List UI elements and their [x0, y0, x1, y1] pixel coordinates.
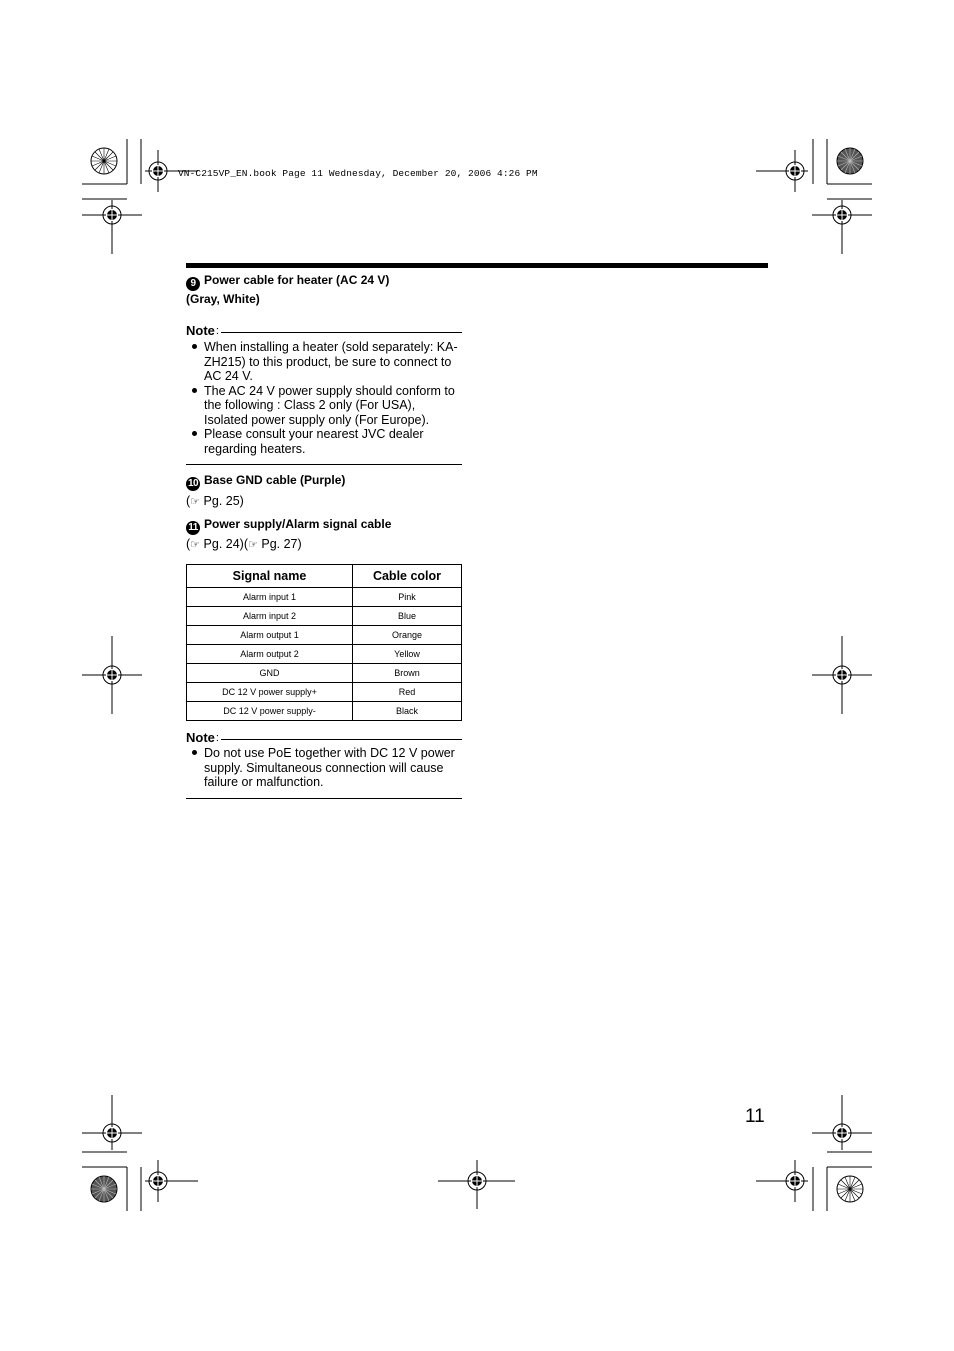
note-label: Note — [186, 730, 215, 745]
table-row — [187, 607, 462, 626]
note-bullet: Please consult your nearest JVC dealer regarding heaters. — [186, 427, 462, 456]
table-row — [187, 626, 462, 645]
pointing-hand-icon: ☞ — [190, 539, 201, 551]
pointing-hand-icon: ☞ — [190, 496, 201, 508]
page-ref-link: Pg. 25 — [203, 494, 240, 508]
signal-name-cell: GND — [187, 664, 353, 683]
note-rule — [221, 739, 462, 740]
table-header-row — [187, 565, 462, 588]
table-row — [187, 645, 462, 664]
item-number-badge: 11 — [186, 521, 200, 535]
page-number: 11 — [745, 1106, 765, 1127]
table-row — [187, 702, 462, 721]
column-header: Cable color — [353, 565, 462, 588]
cable-color-cell: Orange — [353, 626, 462, 645]
table-row — [187, 683, 462, 702]
item-heater-cable — [186, 272, 462, 307]
item-title: Base GND cable (Purple) — [204, 473, 346, 487]
note-bullet: Do not use PoE together with DC 12 V power supply. Simultaneous connection will cause failure or malfunction. — [186, 746, 462, 790]
note-box — [186, 730, 462, 799]
table-row — [187, 588, 462, 607]
column-header: Signal name — [187, 565, 353, 588]
note-label: Note — [186, 323, 215, 338]
table-row — [187, 664, 462, 683]
signal-name-cell: Alarm output 2 — [187, 645, 353, 664]
item-title: Power supply/Alarm signal cable — [204, 517, 392, 531]
signal-name-cell: Alarm output 1 — [187, 626, 353, 645]
note-bullet: The AC 24 V power supply should conform to the following : Class 2 only (For USA), Isolated power supply only (For Europe). — [186, 384, 462, 428]
item-power-alarm-cable — [186, 516, 462, 554]
item-title: Power cable for heater (AC 24 V) — [204, 273, 390, 287]
content-column — [186, 272, 462, 799]
signal-name-cell: DC 12 V power supply+ — [187, 683, 353, 702]
cable-color-cell: Black — [353, 702, 462, 721]
page-ref-link: Pg. 24 — [203, 537, 240, 551]
item-base-gnd-cable — [186, 472, 462, 511]
note-bullet-list — [186, 746, 462, 790]
note-bullet: When installing a heater (sold separately: KA-ZH215) to this product, be sure to connect to AC 24 V. — [186, 340, 462, 384]
cable-color-cell: Brown — [353, 664, 462, 683]
item-subtitle: (Gray, White) — [186, 292, 260, 306]
note-bottom-rule — [186, 464, 462, 465]
section-top-rule — [186, 263, 768, 268]
cable-color-cell: Red — [353, 683, 462, 702]
signal-name-cell: Alarm input 1 — [187, 588, 353, 607]
signal-name-cell: Alarm input 2 — [187, 607, 353, 626]
note-colon: : — [215, 325, 219, 337]
note-bullet-list — [186, 340, 462, 456]
note-colon: : — [215, 732, 219, 744]
item-number-badge: 9 — [186, 277, 200, 291]
pointing-hand-icon: ☞ — [248, 539, 258, 551]
page-reference: (☞ Pg. 24)(☞ Pg. 27) — [186, 537, 302, 551]
signal-table — [186, 564, 462, 721]
cable-color-cell: Blue — [353, 607, 462, 626]
signal-name-cell: DC 12 V power supply- — [187, 702, 353, 721]
print-info-line: VN-C215VP_EN.book Page 11 Wednesday, December 20, 2006 4:26 PM — [178, 168, 538, 179]
note-rule — [221, 332, 462, 333]
cable-color-cell: Pink — [353, 588, 462, 607]
page-ref-link: Pg. 27 — [261, 537, 298, 551]
cable-color-cell: Yellow — [353, 645, 462, 664]
note-bottom-rule — [186, 798, 462, 799]
note-box — [186, 323, 462, 465]
item-number-badge: 10 — [187, 478, 199, 489]
page-reference: (☞ Pg. 25) — [186, 494, 244, 508]
